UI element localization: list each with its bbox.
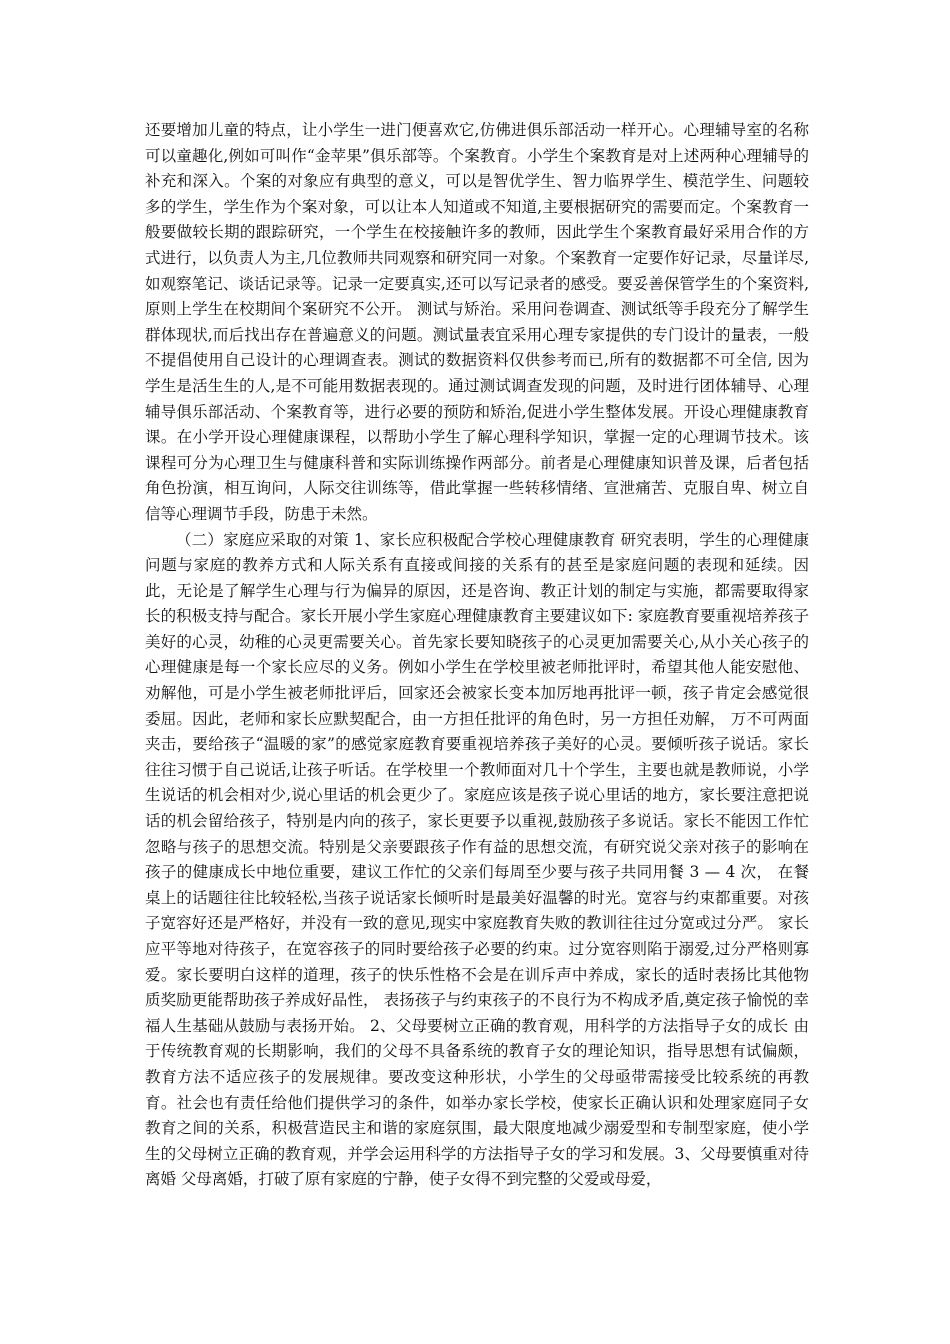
document-body (145, 118, 809, 1193)
body-paragraph-1: 还要增加儿童的特点，让小学生一进门便喜欢它,仿佛进俱乐部活动一样开心。心理辅导室的名称可以童趣化,例如可叫作“金苹果”俱乐部等。个案教育。小学生个案教育是对上述两种心理辅导的补充和深入。个案的对象应有典型的意义，可以是智优学生、智力临界学生、模范学生、问题较多的学生，学生作为个案对象，可以让本人知道或不知道,主要根据研究的需要而定。个案教育一般要做较长期的跟踪研究，一个学生在校接触许多的教师，因此学生个案教育最好采用合作的方式进行，以负责人为主,几位教师共同观察和研究同一对象。个案教育一定要作好记录，尽量详尽,如观察笔记、谈话记录等。记录一定要真实,还可以写记录者的感受。要妥善保管学生的个案资料,原则上学生在校期间个案研究不公开。 测试与矫治。采用问卷调查、测试纸等手段充分了解学生群体现状,而后找出存在普遍意义的问题。测试量表宜采用心理专家提供的专门设计的量表，一般不提倡使用自己设计的心理调查表。测试的数据资料仅供参考而已,所有的数据都不可全信, 因为学生是活生生的人,是不可能用数据表现的。通过测试调查发现的问题，及时进行团体辅导、心理辅导俱乐部活动、个案教育等，进行必要的预防和矫治,促进小学生整体发展。开设心理健康教育课。在小学开设心理健康课程，以帮助小学生了解心理科学知识，掌握一定的心理调节技术。该课程可分为心理卫生与健康科普和实际训练操作两部分。前者是心理健康知识普及课，后者包括角色扮演，相互询问，人际交往训练等，借此掌握一些转移情绪、宣泄痛苦、克服自卑、树立自信等心理调节手段，防患于未然。 (145, 121, 809, 523)
body-paragraph-2: （二）家庭应采取的对策 1、家长应积极配合学校心理健康教育 研究表明，学生的心理健康问题与家庭的教养方式和人际关系有直接或间接的关系有的甚至是家庭问题的表现和延续。因此，无论是了解学生心理与行为偏异的原因，还是咨询、教正计划的制定与实施，都需要取得家长的积极支持与配合。家长开展小学生家庭心理健康教育主要建议如下: 家庭教育要重视培养孩子美好的心灵，幼稚的心灵更需要关心。首先家长要知晓孩子的心灵更加需要关心,从小关心孩子的心理健康是每一个家长应尽的义务。例如小学生在学校里被老师批评时，希望其他人能安慰他、劝解他，可是小学生被老师批评后，回家还会被家长变本加厉地再批评一顿，孩子肯定会感觉很委屈。因此，老师和家长应默契配合，由一方担任批评的角色时，另一方担任劝解， 万不可两面夹击，要给孩子“温暖的家”的感觉家庭教育要重视培养孩子美好的心灵。要倾听孩子说话。家长往往习惯于自己说话,让孩子听话。在学校里一个教师面对几十个学生，主要也就是教师说，小学生说话的机会相对少,说心里话的机会更少了。家庭应该是孩子说心里话的地方，家长要注意把说话的机会留给孩子，特别是内向的孩子，家长更要予以重视,鼓励孩子多说话。家长不能因工作忙忽略与孩子的思想交流。特别是父亲要跟孩子作有益的思想交流，有研究说父亲对孩子的影响在孩子的健康成长中地位重要，建议工作忙的父亲们每周至少要与孩子共同用餐 3 — 4 次， 在餐桌上的话题往往比较轻松,当孩子说话家长倾听时是最美好温馨的时光。宽容与约束都重要。对孩子宽容好还是严格好，并没有一致的意见,现实中家庭教育失败的教训往往过分宽或过分严。 家长应平等地对待孩子，在宽容孩子的同时要给孩子必要的约束。过分宽容则陷于溺爱,过分严格则寡爱。家长要明白这样的道理，孩子的快乐性格不会是在训斥声中养成，家长的适时表扬比其他物质奖励更能帮助孩子养成好品性， 表扬孩子与约束孩子的不良行为不构成矛盾,奠定孩子愉悦的幸福人生基础从鼓励与表扬开始。 2、父母要树立正确的教育观，用科学的方法指导子女的成长 由于传统教育观的长期影响，我们的父母不具备系统的教育子女的理论知识，指导思想有试偏颇，教育方法不适应孩子的发展规律。要改变这种形状，小学生的父母亟带需接受比较系统的再教育。社会也有责任给他们提供学习的条件，如举办家长学校，使家长正确认识和处理家庭同子女教育之间的关系，积极营造民主和谐的家庭氛围，最大限度地减少溺爱型和专制型家庭，使小学生的父母树立正确的教育观，并学会运用科学的方法指导子女的学习和发展。3、父母要慎重对待离婚 父母离婚，打破了原有家庭的宁静，使子女得不到完整的父爱或母爱， (145, 530, 809, 1189)
